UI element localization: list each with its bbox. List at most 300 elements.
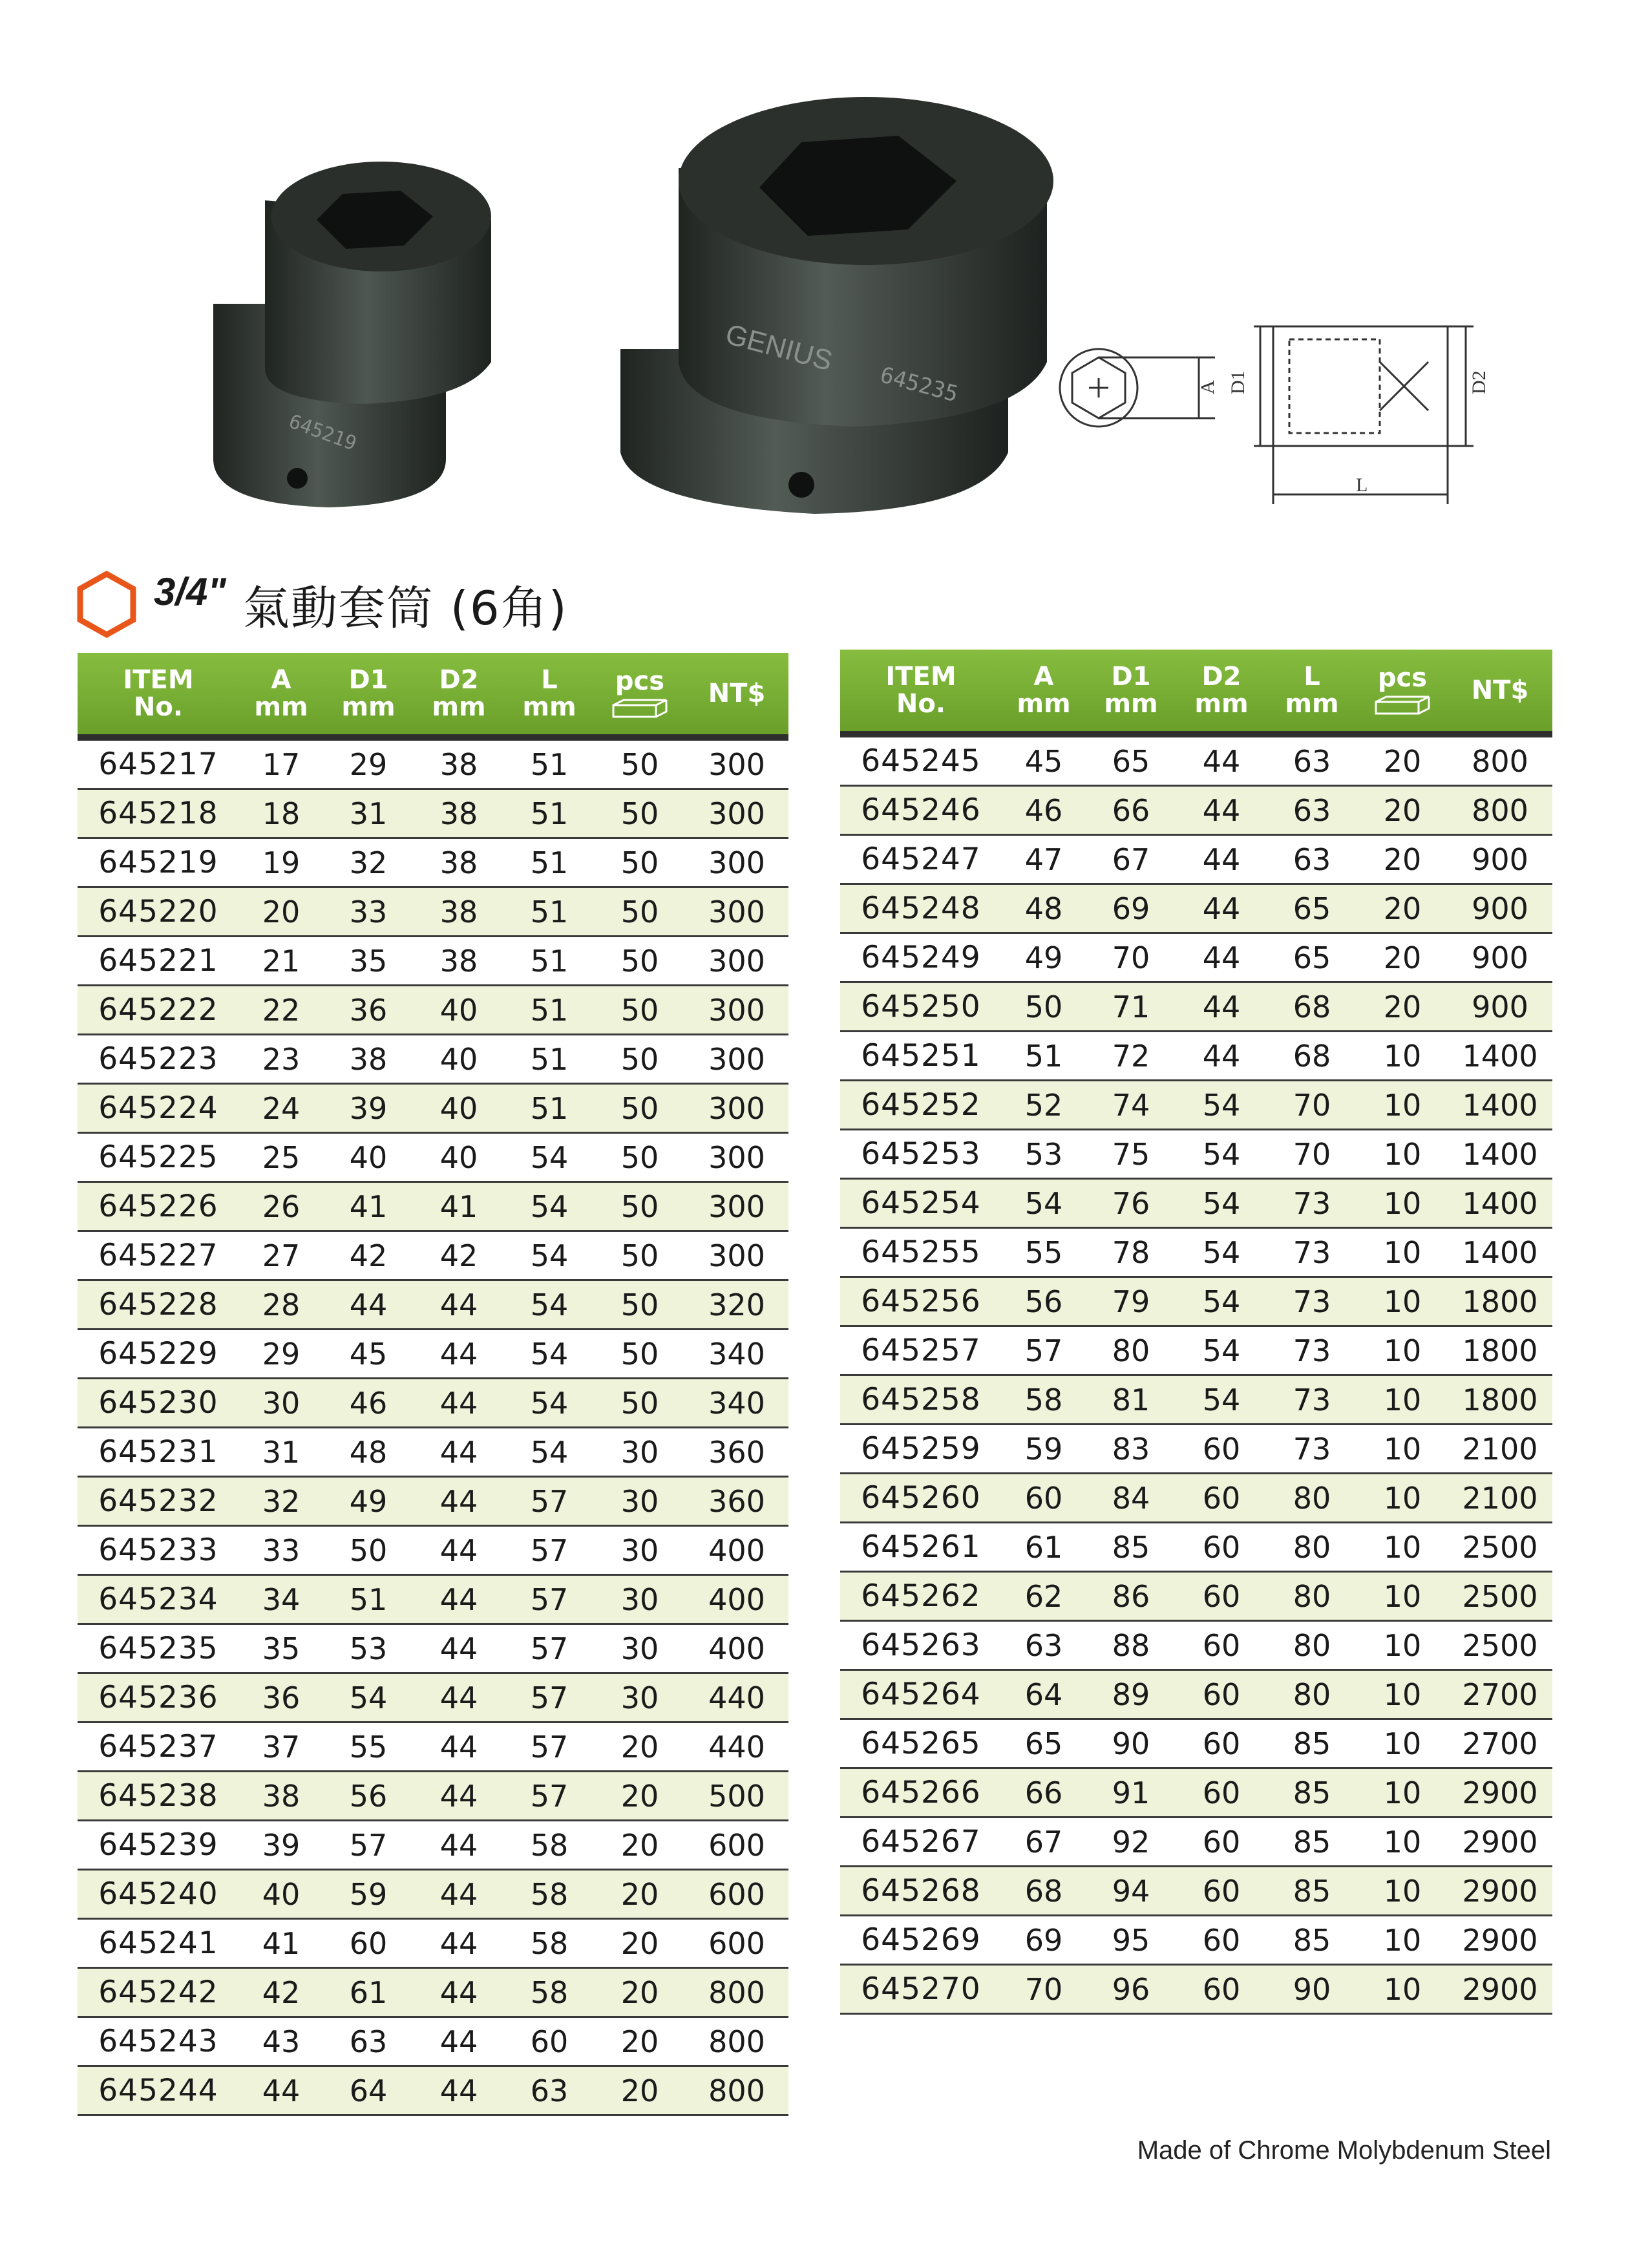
- dim-d2-cell: 38: [414, 838, 504, 887]
- pcs-cell: 10: [1357, 1621, 1448, 1670]
- col-d1: D1 mm: [323, 653, 414, 737]
- table-row: [78, 1870, 788, 1919]
- pcs-cell: 10: [1357, 1081, 1448, 1130]
- dim-d1-cell: 91: [1086, 1768, 1176, 1818]
- pcs-cell: 50: [595, 937, 685, 986]
- dim-d1-cell: 31: [323, 789, 414, 838]
- dim-d1-cell: 65: [1086, 734, 1176, 786]
- table-row: [840, 1474, 1552, 1523]
- pcs-cell: 10: [1357, 1277, 1448, 1326]
- dim-l-cell: 68: [1267, 982, 1357, 1032]
- price-cell: 1800: [1448, 1277, 1552, 1326]
- dim-d1-cell: 59: [323, 1870, 414, 1919]
- table-row: [78, 1084, 788, 1133]
- pcs-cell: 50: [595, 1182, 685, 1231]
- dim-a-cell: 45: [1002, 734, 1086, 786]
- table-row: [78, 1919, 788, 1968]
- price-cell: 440: [685, 1722, 788, 1772]
- item-no-cell: 645229: [78, 1330, 239, 1379]
- dim-d1-cell: 41: [323, 1182, 414, 1231]
- dim-d1-cell: 56: [323, 1772, 414, 1821]
- pcs-cell: 20: [595, 1772, 685, 1821]
- item-no-cell: 645261: [840, 1523, 1002, 1572]
- price-cell: 600: [685, 1870, 788, 1919]
- dim-l-cell: 80: [1267, 1670, 1357, 1719]
- dim-a-cell: 68: [1002, 1867, 1086, 1916]
- dim-d1-cell: 55: [323, 1722, 414, 1772]
- table-row: [78, 1280, 788, 1330]
- dim-d1-cell: 83: [1086, 1425, 1176, 1474]
- dim-a-cell: 49: [1002, 933, 1086, 982]
- price-cell: 2100: [1448, 1474, 1552, 1523]
- item-no-cell: 645237: [78, 1722, 239, 1772]
- dim-d2-cell: 44: [1176, 933, 1267, 982]
- dim-a-cell: 52: [1002, 1081, 1086, 1130]
- price-cell: 400: [685, 1624, 788, 1673]
- dim-d2-cell: 44: [414, 1821, 504, 1870]
- item-no-cell: 645250: [840, 982, 1002, 1032]
- dim-l-cell: 85: [1267, 1719, 1357, 1768]
- pcs-cell: 50: [595, 737, 685, 789]
- box-icon: [1373, 694, 1431, 716]
- price-cell: 800: [1448, 786, 1552, 835]
- dim-l-cell: 58: [504, 1870, 595, 1919]
- dim-l-cell: 73: [1267, 1375, 1357, 1425]
- item-no-cell: 645269: [840, 1916, 1002, 1965]
- dim-a-cell: 58: [1002, 1375, 1086, 1425]
- item-no-cell: 645255: [840, 1228, 1002, 1277]
- dim-l-cell: 63: [1267, 786, 1357, 835]
- large-socket-engraving: 645235: [877, 362, 961, 408]
- item-no-cell: 645245: [840, 734, 1002, 786]
- dim-d1-cell: 78: [1086, 1228, 1176, 1277]
- dim-d2-cell: 44: [1176, 982, 1267, 1032]
- dim-l-cell: 51: [504, 737, 595, 789]
- price-cell: 2900: [1448, 1768, 1552, 1818]
- col-a: A mm: [239, 653, 323, 737]
- price-cell: 800: [1448, 734, 1552, 786]
- dim-d2-cell: 44: [414, 1428, 504, 1477]
- dim-d1-cell: 51: [323, 1575, 414, 1624]
- dim-d2-cell: 44: [414, 1280, 504, 1330]
- item-no-cell: 645226: [78, 1182, 239, 1231]
- dim-l-cell: 51: [504, 838, 595, 887]
- dim-d1-cell: 44: [323, 1280, 414, 1330]
- item-no-cell: 645262: [840, 1572, 1002, 1621]
- dim-l-cell: 65: [1267, 933, 1357, 982]
- dim-d2-cell: 44: [1176, 1032, 1267, 1081]
- dim-d2-cell: 44: [414, 1330, 504, 1379]
- dim-d2-cell: 54: [1176, 1081, 1267, 1130]
- table-row: [78, 1231, 788, 1280]
- dim-d2-cell: 54: [1176, 1228, 1267, 1277]
- dim-d2-cell: 44: [414, 2017, 504, 2066]
- pcs-cell: 10: [1357, 1965, 1448, 2014]
- dim-d2-cell: 44: [414, 1722, 504, 1772]
- dim-a-cell: 55: [1002, 1228, 1086, 1277]
- dim-a-cell: 65: [1002, 1719, 1086, 1768]
- pcs-cell: 10: [1357, 1130, 1448, 1179]
- table-row: [840, 1670, 1552, 1719]
- dim-d2-cell: 44: [414, 1919, 504, 1968]
- col-l: L mm: [1267, 650, 1357, 734]
- pcs-cell: 50: [595, 1133, 685, 1182]
- pcs-cell: 30: [595, 1624, 685, 1673]
- item-no-cell: 645241: [78, 1919, 239, 1968]
- item-no-cell: 645254: [840, 1179, 1002, 1228]
- dim-a-cell: 38: [239, 1772, 323, 1821]
- dim-a-cell: 57: [1002, 1326, 1086, 1375]
- item-no-cell: 645256: [840, 1277, 1002, 1326]
- dim-l-cell: 57: [504, 1477, 595, 1526]
- col-pcs: pcs: [595, 653, 685, 737]
- pcs-cell: 20: [595, 1821, 685, 1870]
- price-cell: 900: [1448, 884, 1552, 933]
- item-no-cell: 645232: [78, 1477, 239, 1526]
- item-no-cell: 645265: [840, 1719, 1002, 1768]
- table-row: [840, 1719, 1552, 1768]
- dim-d1-cell: 40: [323, 1133, 414, 1182]
- item-no-cell: 645240: [78, 1870, 239, 1919]
- dim-d1-cell: 79: [1086, 1277, 1176, 1326]
- dim-l-cell: 63: [1267, 835, 1357, 884]
- price-cell: 2700: [1448, 1719, 1552, 1768]
- dim-d2-cell: 60: [1176, 1621, 1267, 1670]
- dim-d2-cell: 44: [1176, 835, 1267, 884]
- item-no-cell: 645238: [78, 1772, 239, 1821]
- col-d2: D2 mm: [414, 653, 504, 737]
- item-no-cell: 645260: [840, 1474, 1002, 1523]
- item-no-cell: 645244: [78, 2066, 239, 2115]
- dim-d2-cell: 38: [414, 887, 504, 937]
- price-cell: 1400: [1448, 1228, 1552, 1277]
- col-pcs: pcs: [1357, 650, 1448, 734]
- dim-d1-cell: 45: [323, 1330, 414, 1379]
- diagram-label-a: A: [1197, 380, 1218, 394]
- dim-l-cell: 85: [1267, 1768, 1357, 1818]
- dim-d2-cell: 60: [1176, 1916, 1267, 1965]
- dim-a-cell: 70: [1002, 1965, 1086, 2014]
- price-cell: 600: [685, 1821, 788, 1870]
- dim-d2-cell: 44: [414, 1772, 504, 1821]
- pcs-cell: 20: [1357, 734, 1448, 786]
- price-cell: 320: [685, 1280, 788, 1330]
- dim-d2-cell: 44: [414, 1575, 504, 1624]
- table-row: [840, 1425, 1552, 1474]
- dim-l-cell: 54: [504, 1428, 595, 1477]
- dim-d1-cell: 35: [323, 937, 414, 986]
- dim-d1-cell: 96: [1086, 1965, 1176, 2014]
- price-cell: 1400: [1448, 1130, 1552, 1179]
- pcs-cell: 20: [595, 1968, 685, 2017]
- price-cell: 1400: [1448, 1179, 1552, 1228]
- dim-a-cell: 64: [1002, 1670, 1086, 1719]
- dim-a-cell: 19: [239, 838, 323, 887]
- dim-d2-cell: 41: [414, 1182, 504, 1231]
- table-row: [78, 1968, 788, 2017]
- item-no-cell: 645266: [840, 1768, 1002, 1818]
- dim-l-cell: 51: [504, 887, 595, 937]
- dim-a-cell: 40: [239, 1870, 323, 1919]
- dim-l-cell: 85: [1267, 1916, 1357, 1965]
- dim-l-cell: 63: [1267, 734, 1357, 786]
- dim-a-cell: 66: [1002, 1768, 1086, 1818]
- dim-a-cell: 17: [239, 737, 323, 789]
- dim-d1-cell: 69: [1086, 884, 1176, 933]
- dim-a-cell: 18: [239, 789, 323, 838]
- pcs-cell: 10: [1357, 1719, 1448, 1768]
- table-row: [78, 1624, 788, 1673]
- dim-a-cell: 34: [239, 1575, 323, 1624]
- dim-d2-cell: 44: [414, 2066, 504, 2115]
- dim-l-cell: 70: [1267, 1081, 1357, 1130]
- dim-d1-cell: 36: [323, 986, 414, 1035]
- dim-a-cell: 46: [1002, 786, 1086, 835]
- small-socket-engraving: 645219: [286, 410, 360, 456]
- dim-l-cell: 73: [1267, 1326, 1357, 1375]
- dim-d1-cell: 46: [323, 1379, 414, 1428]
- title-size: 3/4": [154, 569, 226, 613]
- dim-l-cell: 65: [1267, 884, 1357, 933]
- item-no-cell: 645231: [78, 1428, 239, 1477]
- dim-d1-cell: 88: [1086, 1621, 1176, 1670]
- dim-d1-cell: 64: [323, 2066, 414, 2115]
- dim-a-cell: 31: [239, 1428, 323, 1477]
- col-price: NT$: [685, 653, 788, 737]
- dim-l-cell: 80: [1267, 1572, 1357, 1621]
- table-row: [78, 1182, 788, 1231]
- small-socket-photo: [187, 155, 511, 524]
- table-row: [840, 1523, 1552, 1572]
- item-no-cell: 645230: [78, 1379, 239, 1428]
- dim-l-cell: 90: [1267, 1965, 1357, 2014]
- item-no-cell: 645234: [78, 1575, 239, 1624]
- table-row: [78, 887, 788, 937]
- item-no-cell: 645239: [78, 1821, 239, 1870]
- dim-l-cell: 57: [504, 1575, 595, 1624]
- price-cell: 300: [685, 1035, 788, 1084]
- dim-l-cell: 73: [1267, 1277, 1357, 1326]
- price-cell: 900: [1448, 982, 1552, 1032]
- price-cell: 340: [685, 1379, 788, 1428]
- pcs-cell: 10: [1357, 1375, 1448, 1425]
- dim-d2-cell: 44: [1176, 884, 1267, 933]
- table-row: [78, 1772, 788, 1821]
- dim-a-cell: 25: [239, 1133, 323, 1182]
- dim-d2-cell: 44: [414, 1673, 504, 1722]
- price-cell: 300: [685, 1182, 788, 1231]
- price-cell: 2900: [1448, 1916, 1552, 1965]
- table-row: [78, 1330, 788, 1379]
- dim-d1-cell: 60: [323, 1919, 414, 1968]
- table-row: [78, 937, 788, 986]
- dim-l-cell: 54: [504, 1280, 595, 1330]
- dim-a-cell: 36: [239, 1673, 323, 1722]
- pcs-cell: 30: [595, 1575, 685, 1624]
- large-socket-brand: GENIUS: [722, 318, 836, 377]
- dim-l-cell: 73: [1267, 1228, 1357, 1277]
- dim-a-cell: 47: [1002, 835, 1086, 884]
- price-cell: 800: [685, 2066, 788, 2115]
- dim-d2-cell: 60: [1176, 1474, 1267, 1523]
- price-cell: 300: [685, 986, 788, 1035]
- dim-d1-cell: 76: [1086, 1179, 1176, 1228]
- table-row: [78, 1673, 788, 1722]
- dim-l-cell: 60: [504, 2017, 595, 2066]
- dim-l-cell: 51: [504, 1084, 595, 1133]
- dim-d2-cell: 40: [414, 986, 504, 1035]
- table-header: [840, 650, 1552, 734]
- dim-a-cell: 53: [1002, 1130, 1086, 1179]
- dim-a-cell: 42: [239, 1968, 323, 2017]
- dim-a-cell: 24: [239, 1084, 323, 1133]
- dim-d1-cell: 90: [1086, 1719, 1176, 1768]
- price-cell: 300: [685, 838, 788, 887]
- table-row: [840, 1228, 1552, 1277]
- item-no-cell: 645236: [78, 1673, 239, 1722]
- diagram-label-l: L: [1356, 474, 1368, 496]
- table-row: [840, 1867, 1552, 1916]
- item-no-cell: 645252: [840, 1081, 1002, 1130]
- table-row: [78, 1428, 788, 1477]
- table-row: [78, 1477, 788, 1526]
- dim-d2-cell: 60: [1176, 1425, 1267, 1474]
- table-row: [78, 1035, 788, 1084]
- dim-a-cell: 27: [239, 1231, 323, 1280]
- dim-l-cell: 54: [504, 1231, 595, 1280]
- table-row: [840, 734, 1552, 786]
- price-cell: 2500: [1448, 1523, 1552, 1572]
- dim-d2-cell: 60: [1176, 1572, 1267, 1621]
- dim-d2-cell: 44: [1176, 734, 1267, 786]
- dim-d2-cell: 42: [414, 1231, 504, 1280]
- table-row: [840, 933, 1552, 982]
- dim-d2-cell: 60: [1176, 1867, 1267, 1916]
- item-no-cell: 645247: [840, 835, 1002, 884]
- pcs-cell: 10: [1357, 1032, 1448, 1081]
- dim-l-cell: 85: [1267, 1818, 1357, 1867]
- pcs-cell: 10: [1357, 1670, 1448, 1719]
- dim-l-cell: 54: [504, 1330, 595, 1379]
- dim-d1-cell: 29: [323, 737, 414, 789]
- dim-a-cell: 30: [239, 1379, 323, 1428]
- item-no-cell: 645270: [840, 1965, 1002, 2014]
- pcs-cell: 50: [595, 887, 685, 937]
- price-cell: 2500: [1448, 1572, 1552, 1621]
- dim-a-cell: 41: [239, 1919, 323, 1968]
- pcs-cell: 20: [595, 1919, 685, 1968]
- dim-d1-cell: 49: [323, 1477, 414, 1526]
- item-no-cell: 645248: [840, 884, 1002, 933]
- pcs-cell: 30: [595, 1428, 685, 1477]
- dim-a-cell: 59: [1002, 1425, 1086, 1474]
- price-cell: 300: [685, 1231, 788, 1280]
- dim-l-cell: 57: [504, 1722, 595, 1772]
- diagram-label-d1: D1: [1227, 370, 1249, 394]
- col-item: ITEM No.: [840, 650, 1002, 734]
- table-row: [78, 2017, 788, 2066]
- price-cell: 300: [685, 887, 788, 937]
- dim-d2-cell: 60: [1176, 1818, 1267, 1867]
- table-row: [78, 986, 788, 1035]
- dimension-diagram: [1047, 304, 1551, 517]
- dim-a-cell: 22: [239, 986, 323, 1035]
- item-no-cell: 645228: [78, 1280, 239, 1330]
- dim-a-cell: 32: [239, 1477, 323, 1526]
- dim-d1-cell: 89: [1086, 1670, 1176, 1719]
- price-cell: 600: [685, 1919, 788, 1968]
- table-row: [840, 1916, 1552, 1965]
- pcs-cell: 10: [1357, 1179, 1448, 1228]
- dim-l-cell: 54: [504, 1379, 595, 1428]
- item-no-cell: 645219: [78, 838, 239, 887]
- dim-d2-cell: 54: [1176, 1179, 1267, 1228]
- pcs-cell: 50: [595, 789, 685, 838]
- dim-d1-cell: 32: [323, 838, 414, 887]
- dim-d2-cell: 60: [1176, 1523, 1267, 1572]
- dim-a-cell: 28: [239, 1280, 323, 1330]
- diagram-label-d2: D2: [1468, 370, 1490, 394]
- dim-d2-cell: 38: [414, 937, 504, 986]
- dim-d1-cell: 66: [1086, 786, 1176, 835]
- table-row: [840, 1818, 1552, 1867]
- item-no-cell: 645259: [840, 1425, 1002, 1474]
- item-no-cell: 645264: [840, 1670, 1002, 1719]
- price-cell: 300: [685, 1084, 788, 1133]
- dim-d1-cell: 57: [323, 1821, 414, 1870]
- price-cell: 440: [685, 1673, 788, 1722]
- dim-d2-cell: 44: [414, 1968, 504, 2017]
- price-cell: 2700: [1448, 1670, 1552, 1719]
- dim-l-cell: 85: [1267, 1867, 1357, 1916]
- col-price: NT$: [1448, 650, 1552, 734]
- item-no-cell: 645268: [840, 1867, 1002, 1916]
- pcs-cell: 20: [595, 2017, 685, 2066]
- table-row: [78, 737, 788, 789]
- dim-l-cell: 57: [504, 1526, 595, 1575]
- price-cell: 300: [685, 737, 788, 789]
- item-no-cell: 645249: [840, 933, 1002, 982]
- dim-d2-cell: 40: [414, 1133, 504, 1182]
- dim-d1-cell: 70: [1086, 933, 1176, 982]
- price-cell: 500: [685, 1772, 788, 1821]
- table-row: [840, 1768, 1552, 1818]
- dim-a-cell: 67: [1002, 1818, 1086, 1867]
- pcs-cell: 50: [595, 1379, 685, 1428]
- dim-l-cell: 80: [1267, 1474, 1357, 1523]
- item-no-cell: 645223: [78, 1035, 239, 1084]
- dim-d1-cell: 74: [1086, 1081, 1176, 1130]
- table-row: [78, 1526, 788, 1575]
- dim-a-cell: 50: [1002, 982, 1086, 1032]
- item-no-cell: 645233: [78, 1526, 239, 1575]
- dim-a-cell: 60: [1002, 1474, 1086, 1523]
- pcs-cell: 30: [595, 1526, 685, 1575]
- price-cell: 400: [685, 1526, 788, 1575]
- item-no-cell: 645220: [78, 887, 239, 937]
- dim-d1-cell: 38: [323, 1035, 414, 1084]
- pcs-cell: 20: [1357, 786, 1448, 835]
- dim-d2-cell: 38: [414, 737, 504, 789]
- dim-l-cell: 57: [504, 1772, 595, 1821]
- dim-d2-cell: 44: [414, 1624, 504, 1673]
- pcs-cell: 10: [1357, 1818, 1448, 1867]
- table-row: [840, 1179, 1552, 1228]
- dim-a-cell: 33: [239, 1526, 323, 1575]
- dim-l-cell: 57: [504, 1624, 595, 1673]
- dim-d2-cell: 54: [1176, 1375, 1267, 1425]
- pcs-cell: 20: [1357, 884, 1448, 933]
